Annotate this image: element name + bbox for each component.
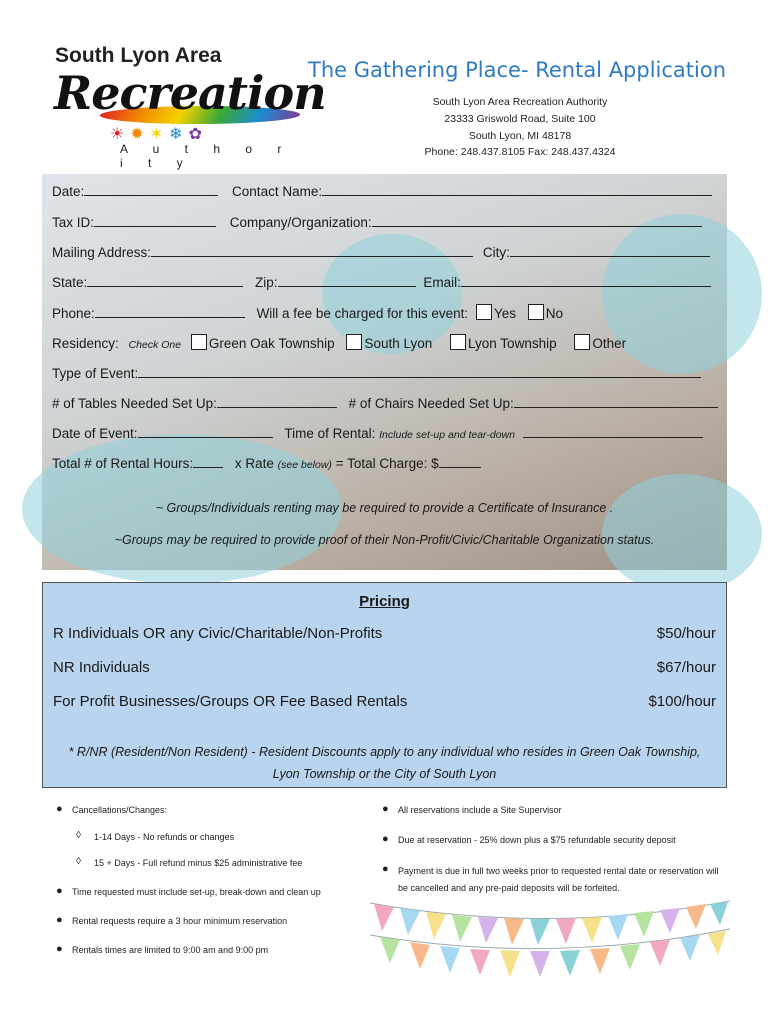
- residency-option-label: Green Oak Township: [208, 336, 335, 351]
- event-type-label: Type of Event:: [52, 366, 139, 381]
- pricing-row-label: R Individuals OR any Civic/Charitable/Non-Profits: [53, 625, 383, 642]
- event-type-field[interactable]: [138, 365, 701, 378]
- policy-item: ● Due at reservation - 25% down plus a $75 refundable security deposit: [382, 833, 676, 845]
- chairs-label: # of Chairs Needed Set Up:: [348, 396, 514, 411]
- email-field[interactable]: [461, 274, 711, 287]
- policy-subitem: ◊ 1-14 Days - No refunds or changes: [76, 830, 235, 842]
- residency-label: Residency:: [52, 336, 119, 351]
- policy-item: ● Rentals times are limited to 9:00 am and 9:00 pm: [56, 943, 269, 955]
- zip-field[interactable]: [278, 274, 416, 287]
- mailing-address-field[interactable]: [151, 244, 473, 257]
- residency-footnote: * R/NR (Resident/Non Resident) - Resident Discounts apply to any individual who resides in Green Oak Township, Lyon Township or the City of South Lyon: [68, 745, 701, 781]
- logo-main-text: Recreation: [54, 66, 326, 120]
- residency-lyon-township-checkbox[interactable]: [450, 334, 466, 350]
- total-hours-label: Total # of Rental Hours:: [52, 456, 194, 471]
- tax-id-field[interactable]: [94, 214, 216, 227]
- tables-label: # of Tables Needed Set Up:: [52, 396, 217, 411]
- state-row: [52, 274, 711, 290]
- event-date-row: [52, 425, 703, 441]
- policy-subitem: ◊ 15 + Days - Full refund minus $25 administrative fee: [76, 856, 303, 868]
- insurance-note: ~ Groups/Individuals renting may be required to provide a Certificate of Insurance .: [155, 501, 614, 515]
- residency-south-lyon-checkbox[interactable]: [346, 334, 362, 350]
- pricing-heading: Pricing: [359, 593, 410, 610]
- company-label: Company/Organization:: [229, 215, 372, 230]
- taxid-row: [52, 214, 702, 230]
- see-below-hint: (see below): [277, 459, 332, 471]
- fee-no-checkbox[interactable]: [528, 304, 544, 320]
- phone-field[interactable]: [95, 305, 245, 318]
- chairs-field[interactable]: [514, 395, 718, 408]
- residency-green-oak-checkbox[interactable]: [191, 334, 207, 350]
- rate-label: x Rate: [234, 456, 274, 471]
- address-line: 23333 Griswold Road, Suite 100: [444, 113, 596, 125]
- policy-item: ● Cancellations/Changes:: [56, 803, 168, 815]
- policy-item: ● All reservations include a Site Supervisor: [382, 803, 562, 815]
- sl-recreation-logo: [40, 44, 326, 170]
- mailing-address-label: Mailing Address:: [52, 245, 152, 260]
- fee-question-label: Will a fee be charged for this event:: [256, 306, 469, 321]
- logo-top-text: South Lyon Area: [55, 44, 222, 67]
- page-title: The Gathering Place- Rental Application: [308, 58, 727, 82]
- phone-label: Phone:: [52, 306, 95, 321]
- tables-field[interactable]: [217, 395, 337, 408]
- pricing-row-label: For Profit Businesses/Groups OR Fee Based Rentals: [53, 693, 408, 710]
- policy-item: ● Time requested must include set-up, break-down and clean up: [56, 885, 321, 897]
- address-line: Phone: 248.437.8105 Fax: 248.437.4324: [424, 146, 616, 158]
- total-charge-label: = Total Charge: $: [335, 456, 439, 471]
- rental-time-label: Time of Rental:: [284, 426, 376, 441]
- city-label: City:: [482, 245, 510, 260]
- email-label: Email:: [423, 275, 461, 290]
- pricing-row-price: $50/hour: [656, 625, 716, 642]
- residency-option-label: South Lyon: [364, 336, 433, 351]
- tax-id-label: Tax ID:: [52, 215, 95, 230]
- date-field[interactable]: [84, 183, 218, 196]
- rental-time-hint: Include set-up and tear-down: [379, 429, 515, 441]
- event-date-label: Date of Event:: [52, 426, 138, 441]
- state-label: State:: [52, 275, 88, 290]
- contact-name-label: Contact Name:: [232, 184, 323, 199]
- residency-row: [52, 334, 626, 351]
- nonprofit-note: ~Groups may be required to provide proof of their Non-Profit/Civic/Charitable Organization status.: [114, 533, 655, 547]
- address-line: South Lyon Area Recreation Authority: [432, 96, 608, 108]
- date-label: Date:: [52, 184, 85, 199]
- event-type-row: [52, 365, 701, 381]
- contact-name-field[interactable]: [322, 183, 712, 196]
- pricing-row-price: $100/hour: [648, 693, 716, 710]
- mailing-row: [52, 244, 710, 260]
- fee-yes-checkbox[interactable]: [476, 304, 492, 320]
- residency-other-checkbox[interactable]: [574, 334, 590, 350]
- state-field[interactable]: [87, 274, 243, 287]
- phone-row: [52, 304, 563, 321]
- logo-icons: ☀✹✶❄✿: [110, 126, 208, 143]
- setup-row: [52, 395, 718, 411]
- zip-label: Zip:: [255, 275, 278, 290]
- total-charge-field[interactable]: [439, 455, 481, 468]
- policy-item: ● Rental requests require a 3 hour minimum reservation: [56, 914, 288, 926]
- fee-yes-label: Yes: [493, 306, 516, 321]
- policy-item: ● Payment is due in full two weeks prior to requested rental date or reservation will be cancelled and any pre-paid deposits will be forfeited.: [382, 863, 719, 893]
- date-row: [52, 183, 712, 199]
- company-field[interactable]: [372, 214, 702, 227]
- address-line: South Lyon, MI 48178: [468, 130, 572, 142]
- pricing-row-price: $67/hour: [656, 659, 716, 676]
- pricing-row-label: NR Individuals: [53, 659, 150, 676]
- residency-option-label: Other: [592, 336, 627, 351]
- logo-bottom-text: A u t h o r i t y: [120, 142, 293, 170]
- fee-no-label: No: [545, 306, 564, 321]
- party-bunting-image: [370, 895, 730, 985]
- event-date-field[interactable]: [138, 425, 273, 438]
- rental-time-field[interactable]: [523, 425, 703, 438]
- check-one-hint: Check One: [128, 339, 182, 351]
- total-row: [52, 455, 481, 471]
- total-hours-field[interactable]: [193, 455, 223, 468]
- city-field[interactable]: [510, 244, 710, 257]
- residency-option-label: Lyon Township: [468, 336, 557, 351]
- pricing-box: [42, 582, 727, 788]
